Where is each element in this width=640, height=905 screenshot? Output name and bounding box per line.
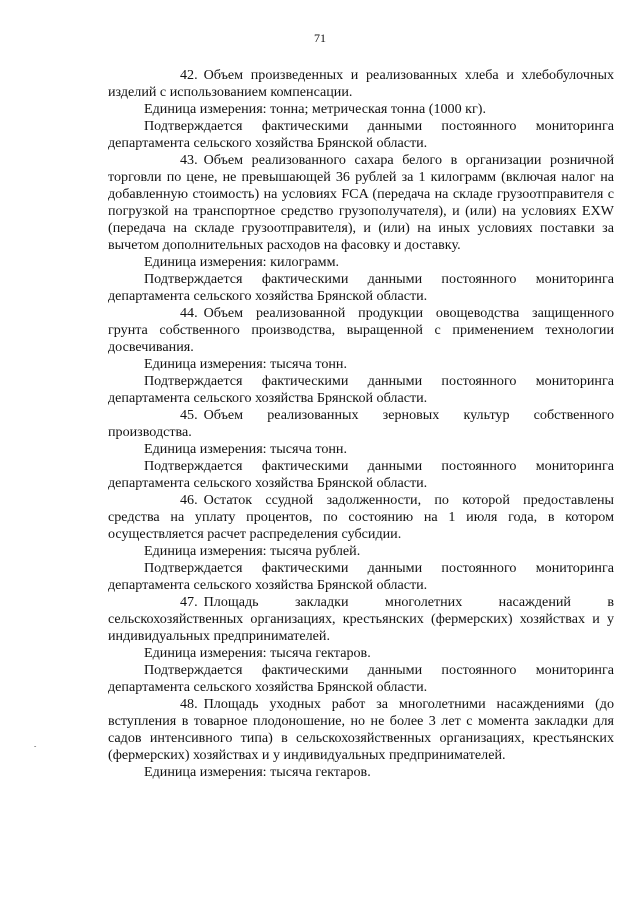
scan-speck: - xyxy=(34,742,37,750)
unit-line: Единица измерения: килограмм. xyxy=(144,254,340,270)
unit-line: Единица измерения: тонна; метрическая тонна (1000 кг). xyxy=(144,101,486,117)
unit-line: Единица измерения: тысяча тонн. xyxy=(144,441,347,457)
unit-line: Единица измерения: тысяча тонн. xyxy=(144,356,347,372)
item-number: 47. xyxy=(180,594,198,610)
confirmation-line: Подтверждается фактическими данными постоянного мониторинга департамента сельского хозяйства Брянской области. xyxy=(108,373,614,406)
item-text: Площадь уходных работ за многолетними насаждениями (до вступления в товарное плодоношение, но не более 3 лет с момента закладки для садов интенсивного типа) в сельскохозяйственных организациях, крестьянских (фермерских) хозяйствах и у индивидуальных предпринимателей. xyxy=(108,696,614,763)
unit-line: Единица измерения: тысяча гектаров. xyxy=(144,645,371,661)
item-paragraph xyxy=(108,407,614,441)
unit-line: Единица измерения: тысяча рублей. xyxy=(144,543,361,559)
item-number: 43. xyxy=(180,152,198,168)
item-paragraph xyxy=(108,492,614,543)
item-number: 45. xyxy=(180,407,198,423)
confirmation-line: Подтверждается фактическими данными постоянного мониторинга департамента сельского хозяйства Брянской области. xyxy=(108,662,614,695)
item-text: Объем произведенных и реализованных хлеба и хлебобулочных изделий с использованием компенсации. xyxy=(108,67,614,100)
item-text: Площадь закладки многолетних насаждений в сельскохозяйственных организациях, крестьянских (фермерских) хозяйствах и у индивидуальных предпринимателей. xyxy=(108,594,614,644)
item-number: 44. xyxy=(180,305,198,321)
item-text: Остаток ссудной задолженности, по которой предоставлены средства на уплату процентов, по состоянию на 1 июля года, в котором осуществляется расчет распределения субсидии. xyxy=(108,492,614,542)
item-text: Объем реализованного сахара белого в организации розничной торговли по цене, не превышающей 36 рублей за 1 килограмм (включая налог на добавленную стоимость) на условиях FCA (передача на складе грузоотправителя с погрузкой на транспортное средство грузополучателя), и (или) на условиях EXW (передача на складе грузоотправителя), и (или) на иных условиях поставки за вычетом дополнительных расходов на фасовку и доставку. xyxy=(108,152,614,253)
confirmation-line: Подтверждается фактическими данными постоянного мониторинга департамента сельского хозяйства Брянской области. xyxy=(108,458,614,491)
item-paragraph xyxy=(108,67,614,101)
page-number: 71 xyxy=(314,31,326,45)
item-number: 48. xyxy=(180,696,198,712)
item-paragraph xyxy=(108,696,614,764)
item-text: Объем реализованных зерновых культур собственного производства. xyxy=(108,407,614,440)
item-paragraph xyxy=(108,305,614,356)
confirmation-line: Подтверждается фактическими данными постоянного мониторинга департамента сельского хозяйства Брянской области. xyxy=(108,118,614,151)
item-number: 46. xyxy=(180,492,198,508)
confirmation-line: Подтверждается фактическими данными постоянного мониторинга департамента сельского хозяйства Брянской области. xyxy=(108,271,614,304)
item-text: Объем реализованной продукции овощеводства защищенного грунта собственного производства, выращенной с применением технологии досвечивания. xyxy=(108,305,614,355)
document-body xyxy=(108,67,614,781)
item-paragraph xyxy=(108,594,614,645)
item-paragraph xyxy=(108,152,614,254)
confirmation-line: Подтверждается фактическими данными постоянного мониторинга департамента сельского хозяйства Брянской области. xyxy=(108,560,614,593)
unit-line: Единица измерения: тысяча гектаров. xyxy=(144,764,371,780)
item-number: 42. xyxy=(180,67,198,83)
